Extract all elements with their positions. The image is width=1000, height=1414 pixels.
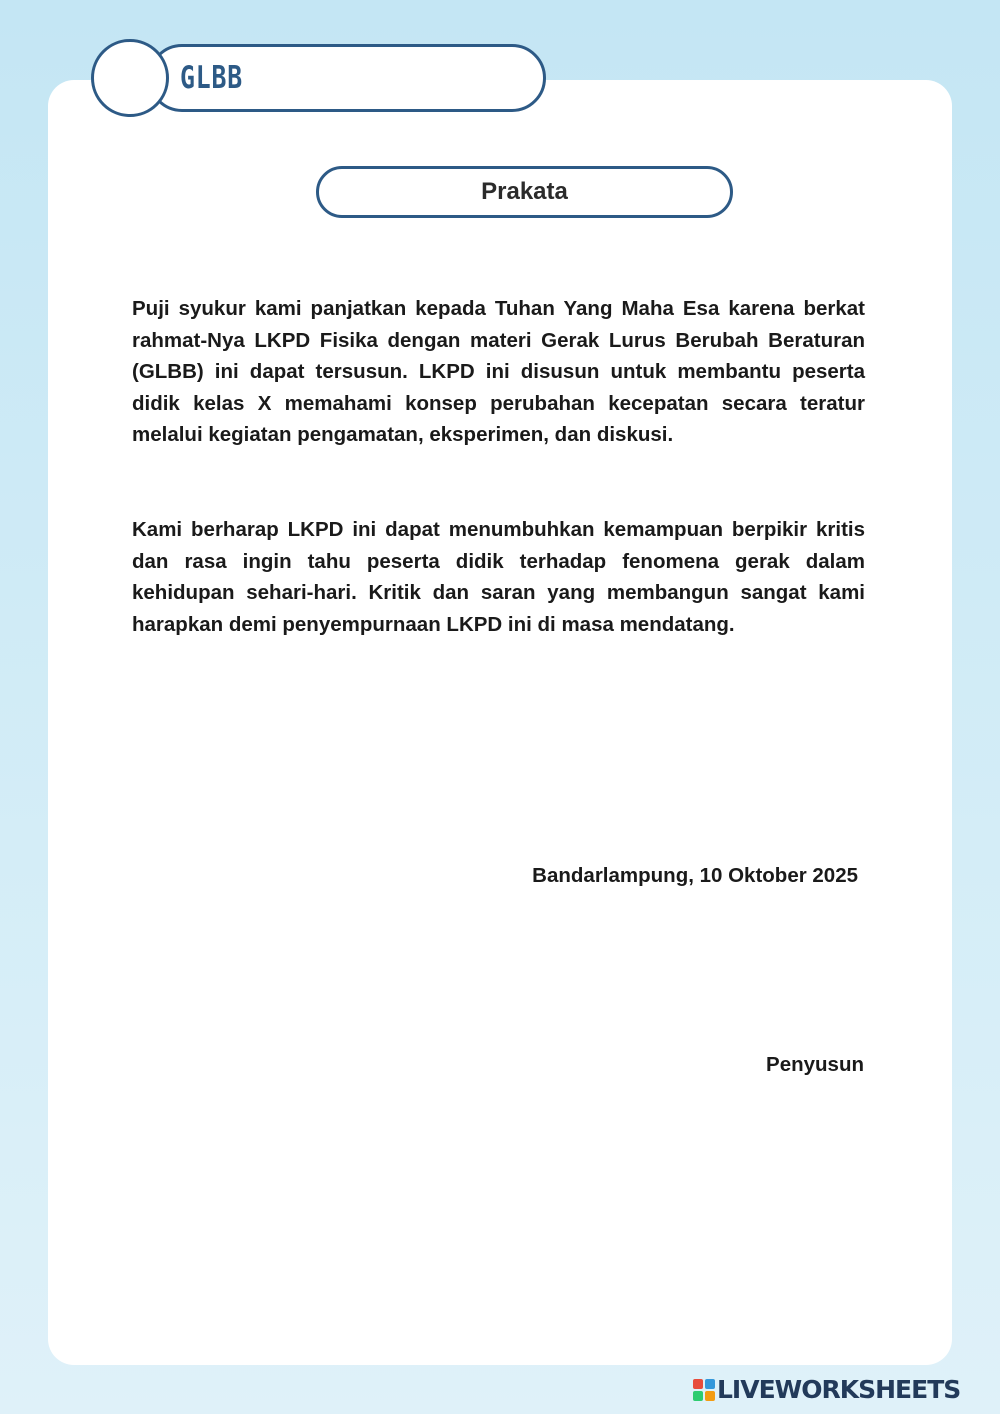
author-signature: Penyusun: [766, 1053, 864, 1076]
paragraph-hope: Kami berharap LKPD ini dapat menumbuhkan kemampuan berpikir kritis dan rasa ingin tahu peserta didik terhadap fenomena gerak dalam kehidupan sehari-hari. Kritik dan saran yang membangun sangat kami harapkan demi penyempurnaan LKPD ini di masa mendatang.: [132, 518, 865, 636]
watermark-text: LIVEWORKSHEETS: [717, 1375, 961, 1404]
section-title: Prakata: [316, 166, 733, 218]
header-circle-badge: [91, 39, 169, 117]
header-title: GLBB: [180, 60, 243, 96]
liveworksheets-watermark: [693, 1373, 993, 1407]
place-date: Bandarlampung, 10 Oktober 2025: [532, 864, 858, 887]
liveworksheets-logo-icon: [693, 1379, 715, 1401]
paragraph-intro: Puji syukur kami panjatkan kepada Tuhan Yang Maha Esa karena berkat rahmat-Nya LKPD Fisika dengan materi Gerak Lurus Berubah Beraturan (GLBB) ini dapat tersusun. LKPD ini disusun untuk membantu peserta didik kelas X memahami konsep perubahan kecepatan secara teratur melalui kegiatan pengamatan, eksperimen, dan diskusi.: [132, 297, 865, 446]
page-card: [48, 80, 952, 1365]
